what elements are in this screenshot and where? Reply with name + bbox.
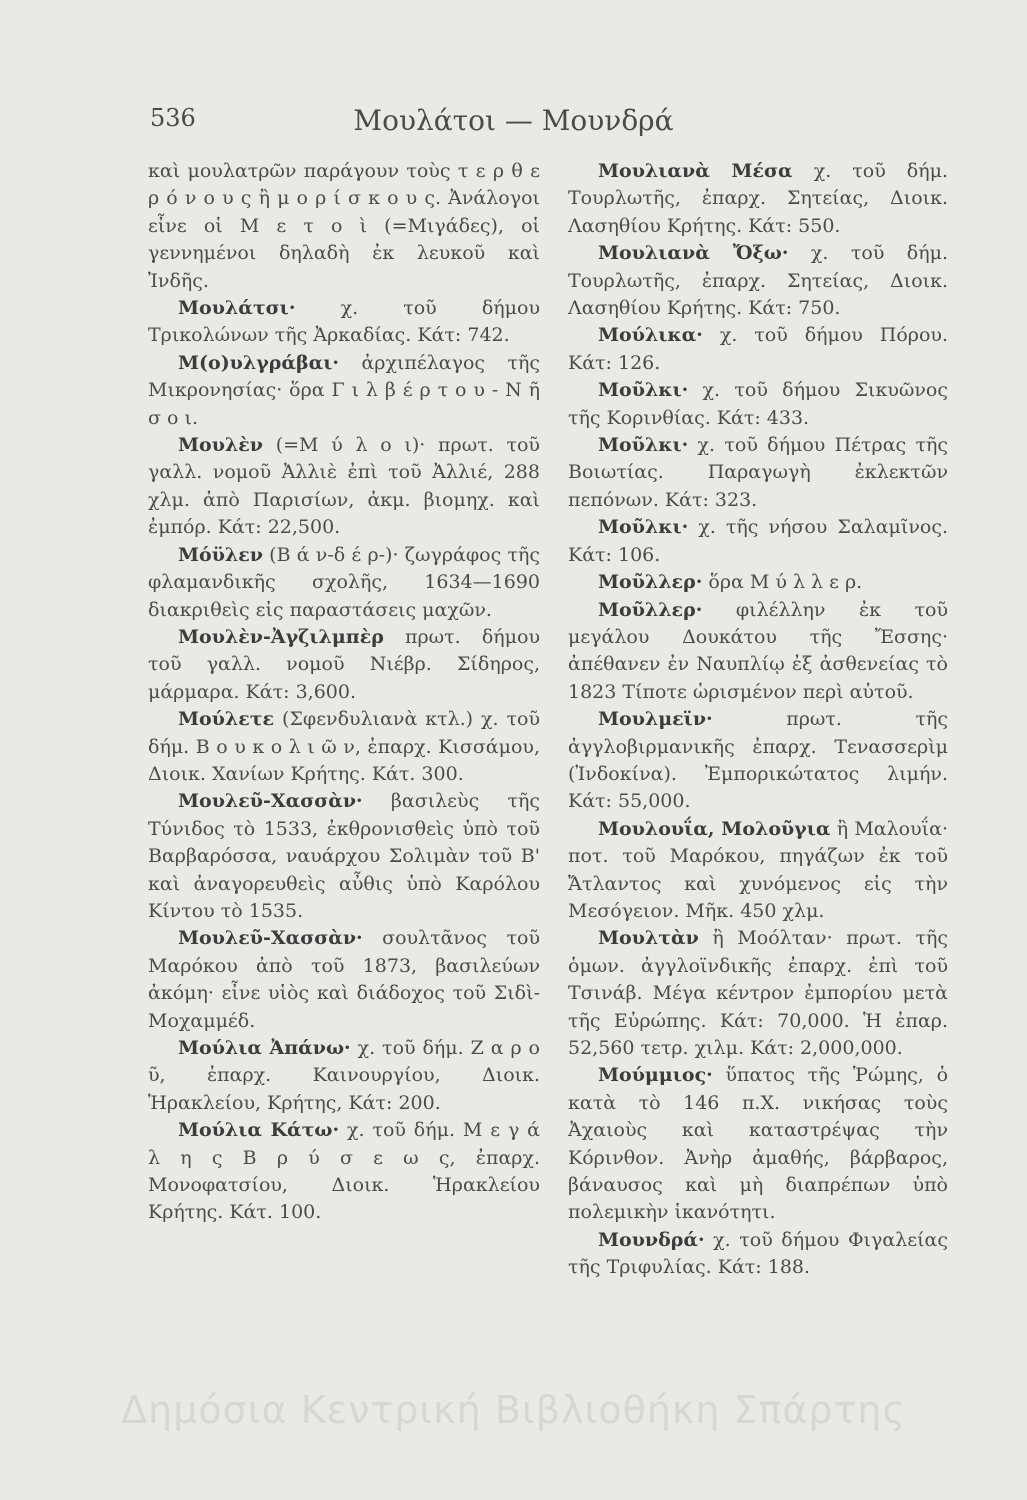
dictionary-entry: [568, 569, 948, 596]
dictionary-entry: [568, 158, 948, 240]
entry-headword: Μουλεῦ-Χασσὰν·: [178, 790, 363, 813]
dictionary-entry: [568, 816, 948, 926]
entry-text: χ. τῆς νήσου Σαλαμῖνος. Κάτ: 106.: [568, 516, 948, 566]
entry-text: (Σφενδυλιανὰ κτλ.) χ. τοῦ δήμ. Β ο υ κ ο λ ι ῶ ν, ἐπαρχ. Κισσάμου, Διοικ. Χανίων Κρήτης. Κάτ. 300.: [148, 708, 540, 785]
dictionary-entry: [568, 1062, 948, 1226]
entry-text: ὅρα Μ ύ λ λ ε ρ.: [708, 571, 863, 594]
dictionary-entry: [568, 925, 948, 1062]
entry-text: καὶ μουλατρῶν παράγουν τοὺς τ ε ρ θ ε ρ ό ν ο υ ς ἢ μ ο ρ ί σ κ ο υ ς. Ἀνάλογοι εἶνε οἱ Μ ε τ ο ὶ (=Μιγάδες), οἱ γεννημένοι δηλαδὴ ἐκ λευκοῦ καὶ Ἰνδῆς.: [148, 160, 540, 292]
dictionary-entry: [568, 432, 948, 514]
entry-headword: Μούλετε: [178, 708, 275, 731]
entry-headword: Μοῦλκι·: [598, 516, 689, 539]
entry-headword: Μουλτὰν: [598, 927, 699, 950]
entry-text: χ. τοῦ δήμου Φιγαλείας τῆς Τριφυλίας. Κάτ: 188.: [568, 1228, 948, 1279]
dictionary-entry: [568, 322, 948, 377]
left-column: [148, 158, 540, 1227]
running-title: Μουλάτοι — Μουνδρά: [353, 104, 674, 137]
right-column: [568, 158, 948, 1282]
entry-headword: Μόϋλεν: [178, 543, 263, 566]
dictionary-entry: [568, 706, 948, 816]
entry-headword: Μούλια Κάτω·: [178, 1119, 340, 1142]
entry-headword: Μουλὲν-Ἀγζιλμπὲρ: [178, 625, 384, 648]
dictionary-entry: [148, 624, 540, 706]
library-watermark: Δημόσια Κεντρική Βιβλιοθήκη Σπάρτης: [121, 1388, 906, 1432]
entry-headword: Μοῦλλερ·: [598, 598, 703, 621]
dictionary-entry: [148, 788, 540, 925]
entry-headword: Μουλουΐα, Μολοῦγια: [598, 817, 831, 840]
dictionary-entry: [148, 158, 540, 295]
dictionary-entry: [568, 240, 948, 322]
dictionary-entry: [148, 295, 540, 350]
entry-text: χ. τοῦ δήμ. Ζ α ρ ο ῦ, ἐπαρχ. Καινουργίου, Διοικ. Ἡρακλείου, Κρήτης, Κάτ: 200.: [148, 1037, 540, 1114]
entry-text: χ. τοῦ δήμου Σικυῶνος τῆς Κορινθίας. Κάτ: 433.: [568, 379, 949, 429]
entry-headword: Μουλὲν: [178, 434, 263, 457]
entry-text: χ. τοῦ δήμ. Τουρλωτῆς, ἐπαρχ. Σητείας, Διοικ. Λασηθίου Κρήτης. Κάτ: 550.: [568, 160, 949, 237]
entry-headword: Μουλμεϊν·: [598, 708, 713, 731]
dictionary-entry: [148, 925, 540, 1035]
entry-headword: Μουλάτσι·: [178, 297, 296, 320]
dictionary-entry: [148, 1035, 540, 1117]
dictionary-entry: [568, 514, 948, 569]
dictionary-entry: [568, 377, 948, 432]
dictionary-entry: [148, 350, 540, 432]
entry-text: χ. τοῦ δήμου Τρικολώνων τῆς Ἀρκαδίας. Κάτ: 742.: [148, 297, 541, 347]
entry-headword: Μουνδρά·: [598, 1228, 705, 1251]
entry-headword: Μουλιανὰ Μέσα: [598, 160, 793, 182]
entry-text: φιλέλλην ἐκ τοῦ μεγάλου Δουκάτου τῆς Ἔσσης· ἀπέθανεν ἐν Ναυπλίῳ ἐξ ἀσθενείας τὸ 1823 Τίποτε ὡρισμένον περὶ αὐτοῦ.: [568, 598, 948, 703]
entry-text: σουλτᾶνος τοῦ Μαρόκου ἀπὸ τοῦ 1873, βασιλεύων ἀκόμη· εἶνε υἱὸς καὶ διάδοχος τοῦ Σιδὶ-Μοχαμμέδ.: [148, 927, 541, 1032]
page-header: [0, 104, 1027, 144]
entry-headword: Μουλιανὰ Ὄξω·: [598, 242, 789, 265]
page-number: 536: [150, 104, 196, 132]
entry-headword: Μούμμιος·: [598, 1064, 713, 1087]
entry-text: χ. τοῦ δήμου Πόρου. Κάτ: 126.: [568, 324, 948, 374]
entry-headword: Μούλικα·: [598, 324, 703, 347]
entry-headword: Μούλια Ἀπάνω·: [178, 1037, 351, 1059]
entry-text: πρωτ. τῆς ἀγγλοβιρμανικῆς ἐπαρχ. Τενασσερὶμ (Ἰνδοκίνα). Ἐμπορικώτατος λιμήν. Κάτ: 55,000.: [568, 708, 948, 813]
dictionary-entry: [148, 1117, 540, 1227]
entry-text: ἢ Μαλουΐα· ποτ. τοῦ Μαρόκου, πηγάζων ἐκ τοῦ Ἄτλαντος καὶ χυνόμενος εἰς τὴν Μεσόγειον. Μῆκ. 450 χλμ.: [568, 817, 948, 922]
entry-headword: Μοῦλκι·: [598, 434, 689, 457]
entry-headword: Μουλεῦ-Χασσὰν·: [178, 927, 363, 950]
entry-text: (Β ά ν-δ έ ρ-)· ζωγράφος τῆς φλαμανδικῆς σχολῆς, 1634—1690 διακριθεὶς εἰς παραστάσεις μαχῶν.: [148, 543, 540, 621]
dictionary-entry: [148, 432, 540, 542]
dictionary-entry: [148, 542, 540, 624]
entry-text: πρωτ. δήμου τοῦ γαλλ. νομοῦ Νιέβρ. Σίδηρος, μάρμαρα. Κάτ: 3,600.: [148, 625, 540, 703]
entry-text: χ. τοῦ δήμ. Μ ε γ ά λ η ς Β ρ ύ σ ε ω ς, ἐπαρχ. Μονοφατσίου, Διοικ. Ἡρακλείου Κρήτης. Κάτ. 100.: [148, 1119, 541, 1224]
entry-text: ὕπατος τῆς Ῥώμης, ὁ κατὰ τὸ 146 π.Χ. νικήσας τοὺς Ἀχαιοὺς καὶ καταστρέψας τὴν Κόρινθον. Ἀνὴρ ἀμαθής, βάρβαρος, βάναυσος καὶ μὴ διαπρέπων ὑπὸ πολεμικὴν ἱκανότητι.: [568, 1064, 949, 1224]
entry-text: χ. τοῦ δήμ. Τουρλωτῆς, ἐπαρχ. Σητείας, Διοικ. Λασηθίου Κρήτης. Κάτ: 750.: [568, 242, 949, 320]
entry-headword: Μοῦλλερ·: [598, 571, 703, 594]
dictionary-entry: [568, 1227, 948, 1282]
dictionary-entry: [568, 597, 948, 707]
entry-text: ἀρχιπέλαγος τῆς Μικρονησίας· ὅρα Γ ι λ β έ ρ τ ο υ - Ν ῆ σ ο ι.: [148, 351, 540, 429]
entry-headword: Μ(ο)υλγράβαι·: [178, 351, 340, 374]
dictionary-entry: [148, 706, 540, 788]
entry-text: χ. τοῦ δήμου Πέτρας τῆς Βοιωτίας. Παραγωγὴ ἐκλεκτῶν πεπόνων. Κάτ: 323.: [568, 434, 948, 511]
entry-text: ἢ Μοόλταν· πρωτ. τῆς ὁμων. ἀγγλοϊνδικῆς ἐπαρχ. ἐπὶ τοῦ Τσινάβ. Μέγα κέντρον ἐμπορίου μετὰ τῆς Εὐρώπης. Κάτ: 70,000. Ἡ ἐπαρ. 52,560 τετρ. χιλμ. Κάτ: 2,000,000.: [568, 927, 949, 1059]
entry-text: (=Μ ύ λ ο ι)· πρωτ. τοῦ γαλλ. νομοῦ Ἀλλιὲ ἐπὶ τοῦ Ἀλλιέ, 288 χλμ. ἀπὸ Παρισίων, ἀκμ. βιομηχ. καὶ ἐμπόρ. Κάτ: 22,500.: [148, 434, 540, 539]
entry-text: βασιλεὺς τῆς Τύνιδος τὸ 1533, ἐκθρονισθεὶς ὑπὸ τοῦ Βαρβαρόσσα, ναυάρχου Σολιμὰν τοῦ Β' καὶ ἀναγορευθεὶς αὖθις ὑπὸ Καρόλου Κίντου τὸ 1535.: [148, 790, 541, 922]
entry-headword: Μοῦλκι·: [598, 379, 689, 402]
